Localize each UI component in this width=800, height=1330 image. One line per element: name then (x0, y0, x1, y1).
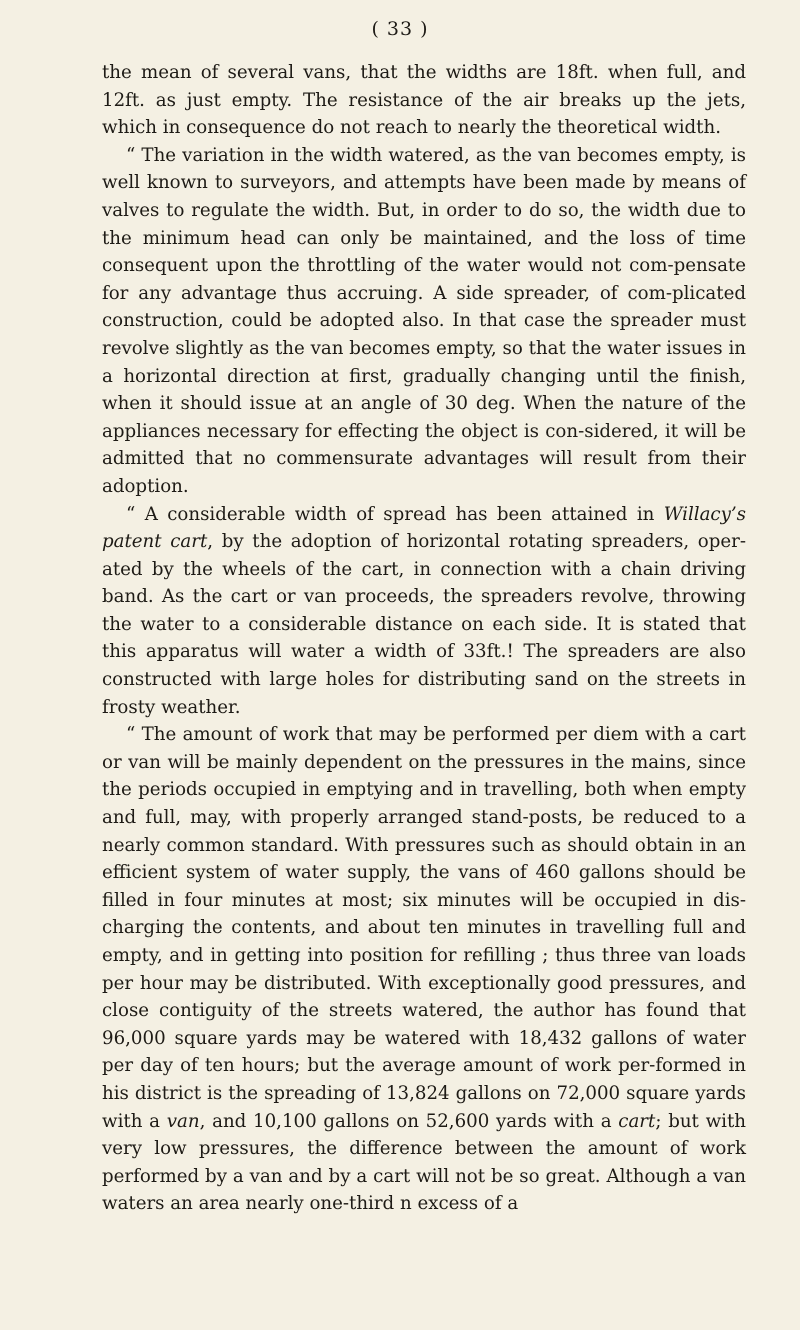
paragraph-1-text: the mean of several vans, that the widths are 18ft. when full, and 12ft. as just empty. The resistance of the air breaks up the jets, which in consequence do not reach to nearly the theoretical width. (102, 62, 746, 139)
van-italic: van (166, 1110, 200, 1132)
paragraph-4-text-a: “ The amount of work that may be performed per diem with a cart or van will be mainly dependent on the pressures in the mains, since the periods occupied in emptying and in travelling, both when empty and full, may, with properly arranged stand-posts, be reduced to a nearly common standard. With pressures such as should obtain in an efficient system of water supply, the vans of 460 gallons should be filled in four minutes at most; six minutes will be occupied in dis-charging the contents, and about ten minutes in travelling full and empty, and in getting into position for refilling ; thus three van loads per hour may be distributed. With exceptionally good pressures, and close contiguity of the streets watered, the author has found that 96,000 square yards may be watered with 18,432 gallons of water per day of ten hours; but the average amount of work per-formed in his district is the spreading of 13,824 gallons on 72,000 square yards with a (102, 724, 746, 1132)
paragraph-3-text-b: , by the adoption of horizontal rotating spreaders, oper-ated by the wheels of the cart, in connection with a chain driving band. As the cart or van proceeds, the spreaders revolve, throwing the water to a considerable distance on each side. It is stated that this apparatus will water a width of 33ft.! The spreaders are also constructed with large holes for distributing sand on the streets in frosty weather. (102, 531, 746, 718)
paragraph-4-text-c: ; but with very low pressures, the difference between the amount of work performed by a van and by a cart will not be so great. Although a van waters an area nearly one-third n excess of a (102, 1110, 746, 1215)
paragraph-3 (102, 501, 746, 722)
cart-italic: cart (618, 1110, 656, 1132)
patent-cart-italic: Willacy’s patent cart (102, 503, 746, 553)
paragraph-2-text: “ The variation in the width watered, as the van becomes empty, is well known to surveyors, and attempts have been made by means of valves to regulate the width. But, in order to do so, the width due to the minimum head can only be maintained, and the loss of time consequent upon the throttling of the water would not com-pensate for any advantage thus accruing. A side spreader, of com-plicated construction, could be adopted also. In that case the spreader must revolve slightly as the van becomes empty, so that the water issues in a horizontal direction at first, gradually changing until the finish, when it should issue at an angle of 30 deg. When the nature of the appliances necessary for effecting the object is con-sidered, it will be admitted that no commensurate advantages will result from their adoption. (102, 144, 746, 497)
paragraph-4 (102, 721, 746, 1218)
body-text (102, 59, 746, 1218)
paragraph-2 (102, 142, 746, 501)
paragraph-1 (102, 59, 746, 142)
paragraph-4-text-b: , and 10,100 gallons on 52,600 yards with a (199, 1110, 619, 1132)
page-number: ( 33 ) (371, 18, 429, 40)
paragraph-3-text-a: “ A considerable width of spread has been attained in (126, 503, 664, 525)
